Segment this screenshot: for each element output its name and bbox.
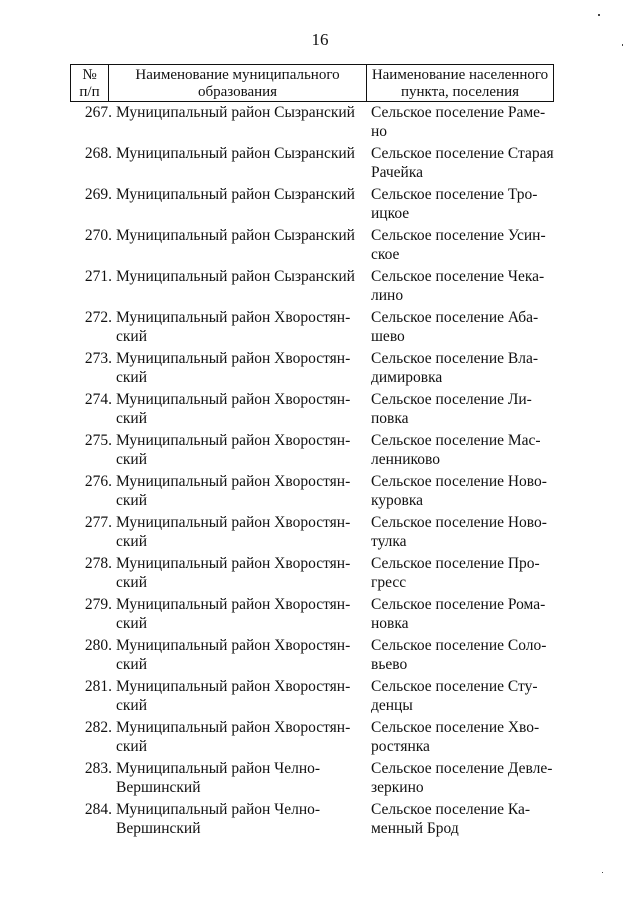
row-municipality: Муниципальный район Хворостян- ский — [116, 432, 351, 468]
row-settlement: Сельское поселение Тро- ицкое — [371, 186, 538, 222]
row-number: 273. — [84, 350, 112, 367]
row-number: 281. — [84, 678, 112, 695]
row-settlement: Сельское поселение Вла- димировка — [371, 350, 538, 386]
row-number: 270. — [84, 227, 112, 244]
row-settlement: Сельское поселение Сту- денцы — [371, 678, 538, 714]
row-municipality: Муниципальный район Хворостян- ский — [116, 391, 351, 427]
row-municipality: Муниципальный район Сызранский — [116, 227, 355, 244]
row-municipality: Муниципальный район Сызранский — [116, 186, 355, 203]
table-row — [0, 185, 640, 226]
row-number: 269. — [84, 186, 112, 203]
row-settlement: Сельское поселение Хво- ростянка — [371, 719, 540, 755]
row-number: 279. — [84, 596, 112, 613]
table-row — [0, 800, 640, 841]
scan-speck — [602, 872, 603, 873]
row-settlement: Сельское поселение Раме- но — [371, 104, 546, 140]
page-number: 16 — [311, 30, 329, 49]
table-row — [0, 595, 640, 636]
row-municipality: Муниципальный район Хворостян- ский — [116, 719, 351, 755]
row-municipality: Муниципальный район Хворостян- ский — [116, 555, 351, 591]
row-municipality: Муниципальный район Хворостян- ский — [116, 596, 351, 632]
row-municipality: Муниципальный район Челно- Вершинский — [116, 801, 321, 837]
row-number: 284. — [84, 801, 112, 818]
row-municipality: Муниципальный район Сызранский — [116, 145, 355, 162]
row-number: 280. — [84, 637, 112, 654]
row-settlement: Сельское поселение Ка- менный Брод — [371, 801, 531, 837]
table-row — [0, 472, 640, 513]
header-settlement: Наименование населенного пункта, поселения — [366, 64, 554, 102]
row-settlement: Сельское поселение Аба- шево — [371, 309, 539, 345]
row-municipality: Муниципальный район Сызранский — [116, 268, 355, 285]
table-row — [0, 267, 640, 308]
row-number: 283. — [84, 760, 112, 777]
row-number: 276. — [84, 473, 112, 490]
row-municipality: Муниципальный район Хворостян- ский — [116, 678, 351, 714]
table-row — [0, 759, 640, 800]
row-settlement: Сельское поселение Ли- повка — [371, 391, 532, 427]
table-row — [0, 636, 640, 677]
row-settlement: Сельское поселение Ново- тулка — [371, 514, 547, 550]
row-number: 282. — [84, 719, 112, 736]
table-row — [0, 390, 640, 431]
row-municipality: Муниципальный район Хворостян- ский — [116, 350, 351, 386]
table-row — [0, 144, 640, 185]
row-number: 278. — [84, 555, 112, 572]
table-row — [0, 718, 640, 759]
table-row — [0, 308, 640, 349]
row-settlement: Сельское поселение Мас- ленниково — [371, 432, 541, 468]
table-body — [0, 103, 640, 841]
table-row — [0, 349, 640, 390]
row-municipality: Муниципальный район Челно- Вершинский — [116, 760, 321, 796]
header-number: № п/п — [70, 64, 108, 102]
row-number: 274. — [84, 391, 112, 408]
row-settlement: Сельское поселение Усин- ское — [371, 227, 546, 263]
row-number: 271. — [84, 268, 112, 285]
row-municipality: Муниципальный район Хворостян- ский — [116, 309, 351, 345]
table-row — [0, 677, 640, 718]
row-settlement: Сельское поселение Рома- новка — [371, 596, 546, 632]
table-row — [0, 554, 640, 595]
row-number: 272. — [84, 309, 112, 326]
scan-speck — [622, 44, 623, 46]
table-row — [0, 103, 640, 144]
table-row — [0, 513, 640, 554]
row-municipality: Муниципальный район Хворостян- ский — [116, 473, 351, 509]
row-number: 268. — [84, 145, 112, 162]
row-settlement: Сельское поселение Чека- лино — [371, 268, 545, 304]
table-row — [0, 226, 640, 267]
row-number: 275. — [84, 432, 112, 449]
row-settlement: Сельское поселение Про- гресс — [371, 555, 540, 591]
table-row — [0, 431, 640, 472]
row-municipality: Муниципальный район Хворостян- ский — [116, 514, 351, 550]
row-settlement: Сельское поселение Ново- куровка — [371, 473, 547, 509]
row-settlement: Сельское поселение Соло- вьево — [371, 637, 547, 673]
row-settlement: Сельское поселение Старая Рачейка — [371, 145, 554, 181]
table-header — [70, 64, 554, 102]
row-settlement: Сельское поселение Девле- зеркино — [371, 760, 553, 796]
row-number: 277. — [84, 514, 112, 531]
row-municipality: Муниципальный район Сызранский — [116, 104, 355, 121]
scan-speck — [598, 14, 600, 16]
header-municipality: Наименование муниципального образования — [108, 64, 366, 102]
row-number: 267. — [84, 104, 112, 121]
row-municipality: Муниципальный район Хворостян- ский — [116, 637, 351, 673]
